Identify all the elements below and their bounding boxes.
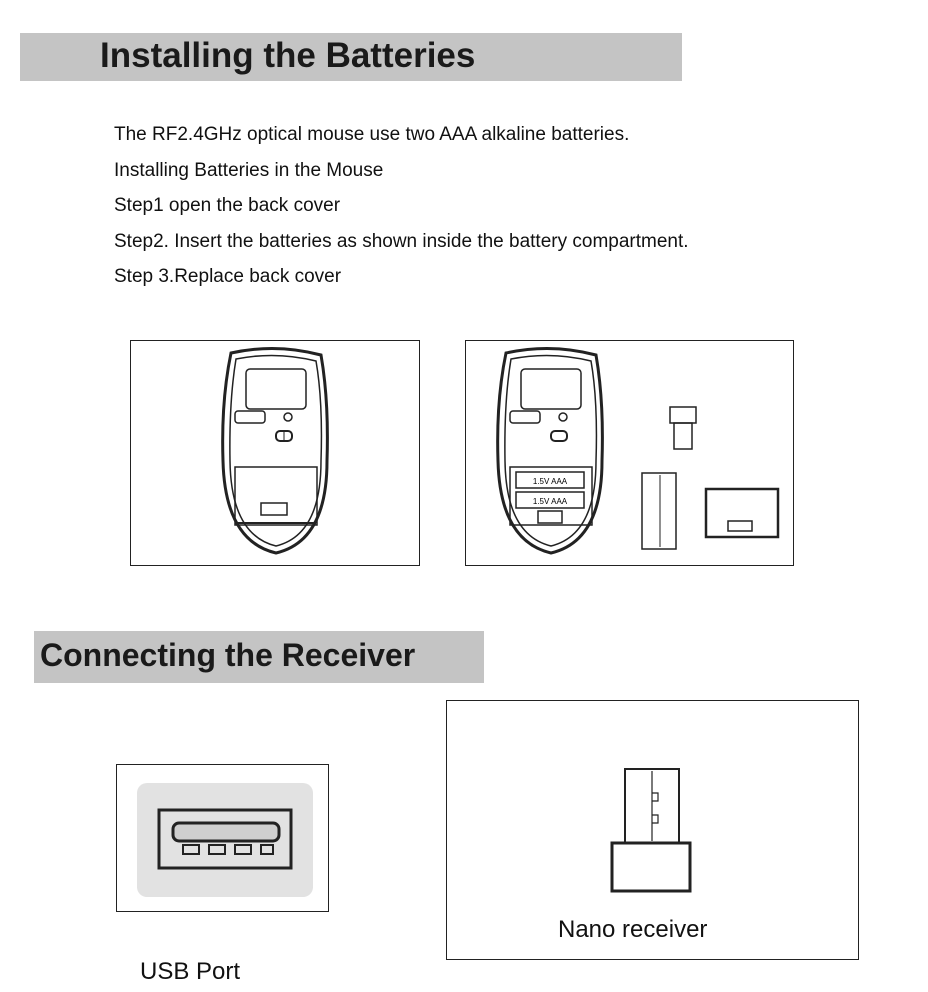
section-title-receiver: Connecting the Receiver	[40, 637, 416, 673]
nano-receiver-caption: Nano receiver	[558, 916, 708, 943]
mouse-closed-figure	[130, 340, 420, 566]
mouse-open-icon	[466, 341, 795, 567]
battery-label: 1.5V AAA	[532, 477, 568, 486]
section-banner-receiver	[34, 631, 484, 683]
section-title-batteries: Installing the Batteries	[100, 36, 476, 75]
instructions-list	[114, 122, 689, 300]
instruction-step-1: Step1 open the back cover	[114, 195, 341, 216]
usb-port-caption: USB Port	[140, 958, 241, 985]
instruction-heading: Installing Batteries in the Mouse	[114, 159, 384, 181]
mouse-open-figure	[465, 340, 794, 566]
instruction-step-2: Step2. Insert the batteries as shown inside the battery compartment.	[114, 230, 689, 252]
mouse-bottom-icon	[131, 341, 421, 567]
cover-icon	[706, 489, 778, 537]
usb-port-figure	[116, 764, 329, 912]
instruction-step-3: Step 3.Replace back cover	[114, 266, 342, 287]
section-banner-batteries	[20, 33, 682, 81]
receiver-icon	[670, 407, 696, 449]
usb-port-icon	[117, 765, 330, 913]
battery-label: 1.5V AAA	[532, 497, 568, 506]
instruction-intro: The RF2.4GHz optical mouse use two AAA alkaline batteries.	[114, 124, 630, 145]
